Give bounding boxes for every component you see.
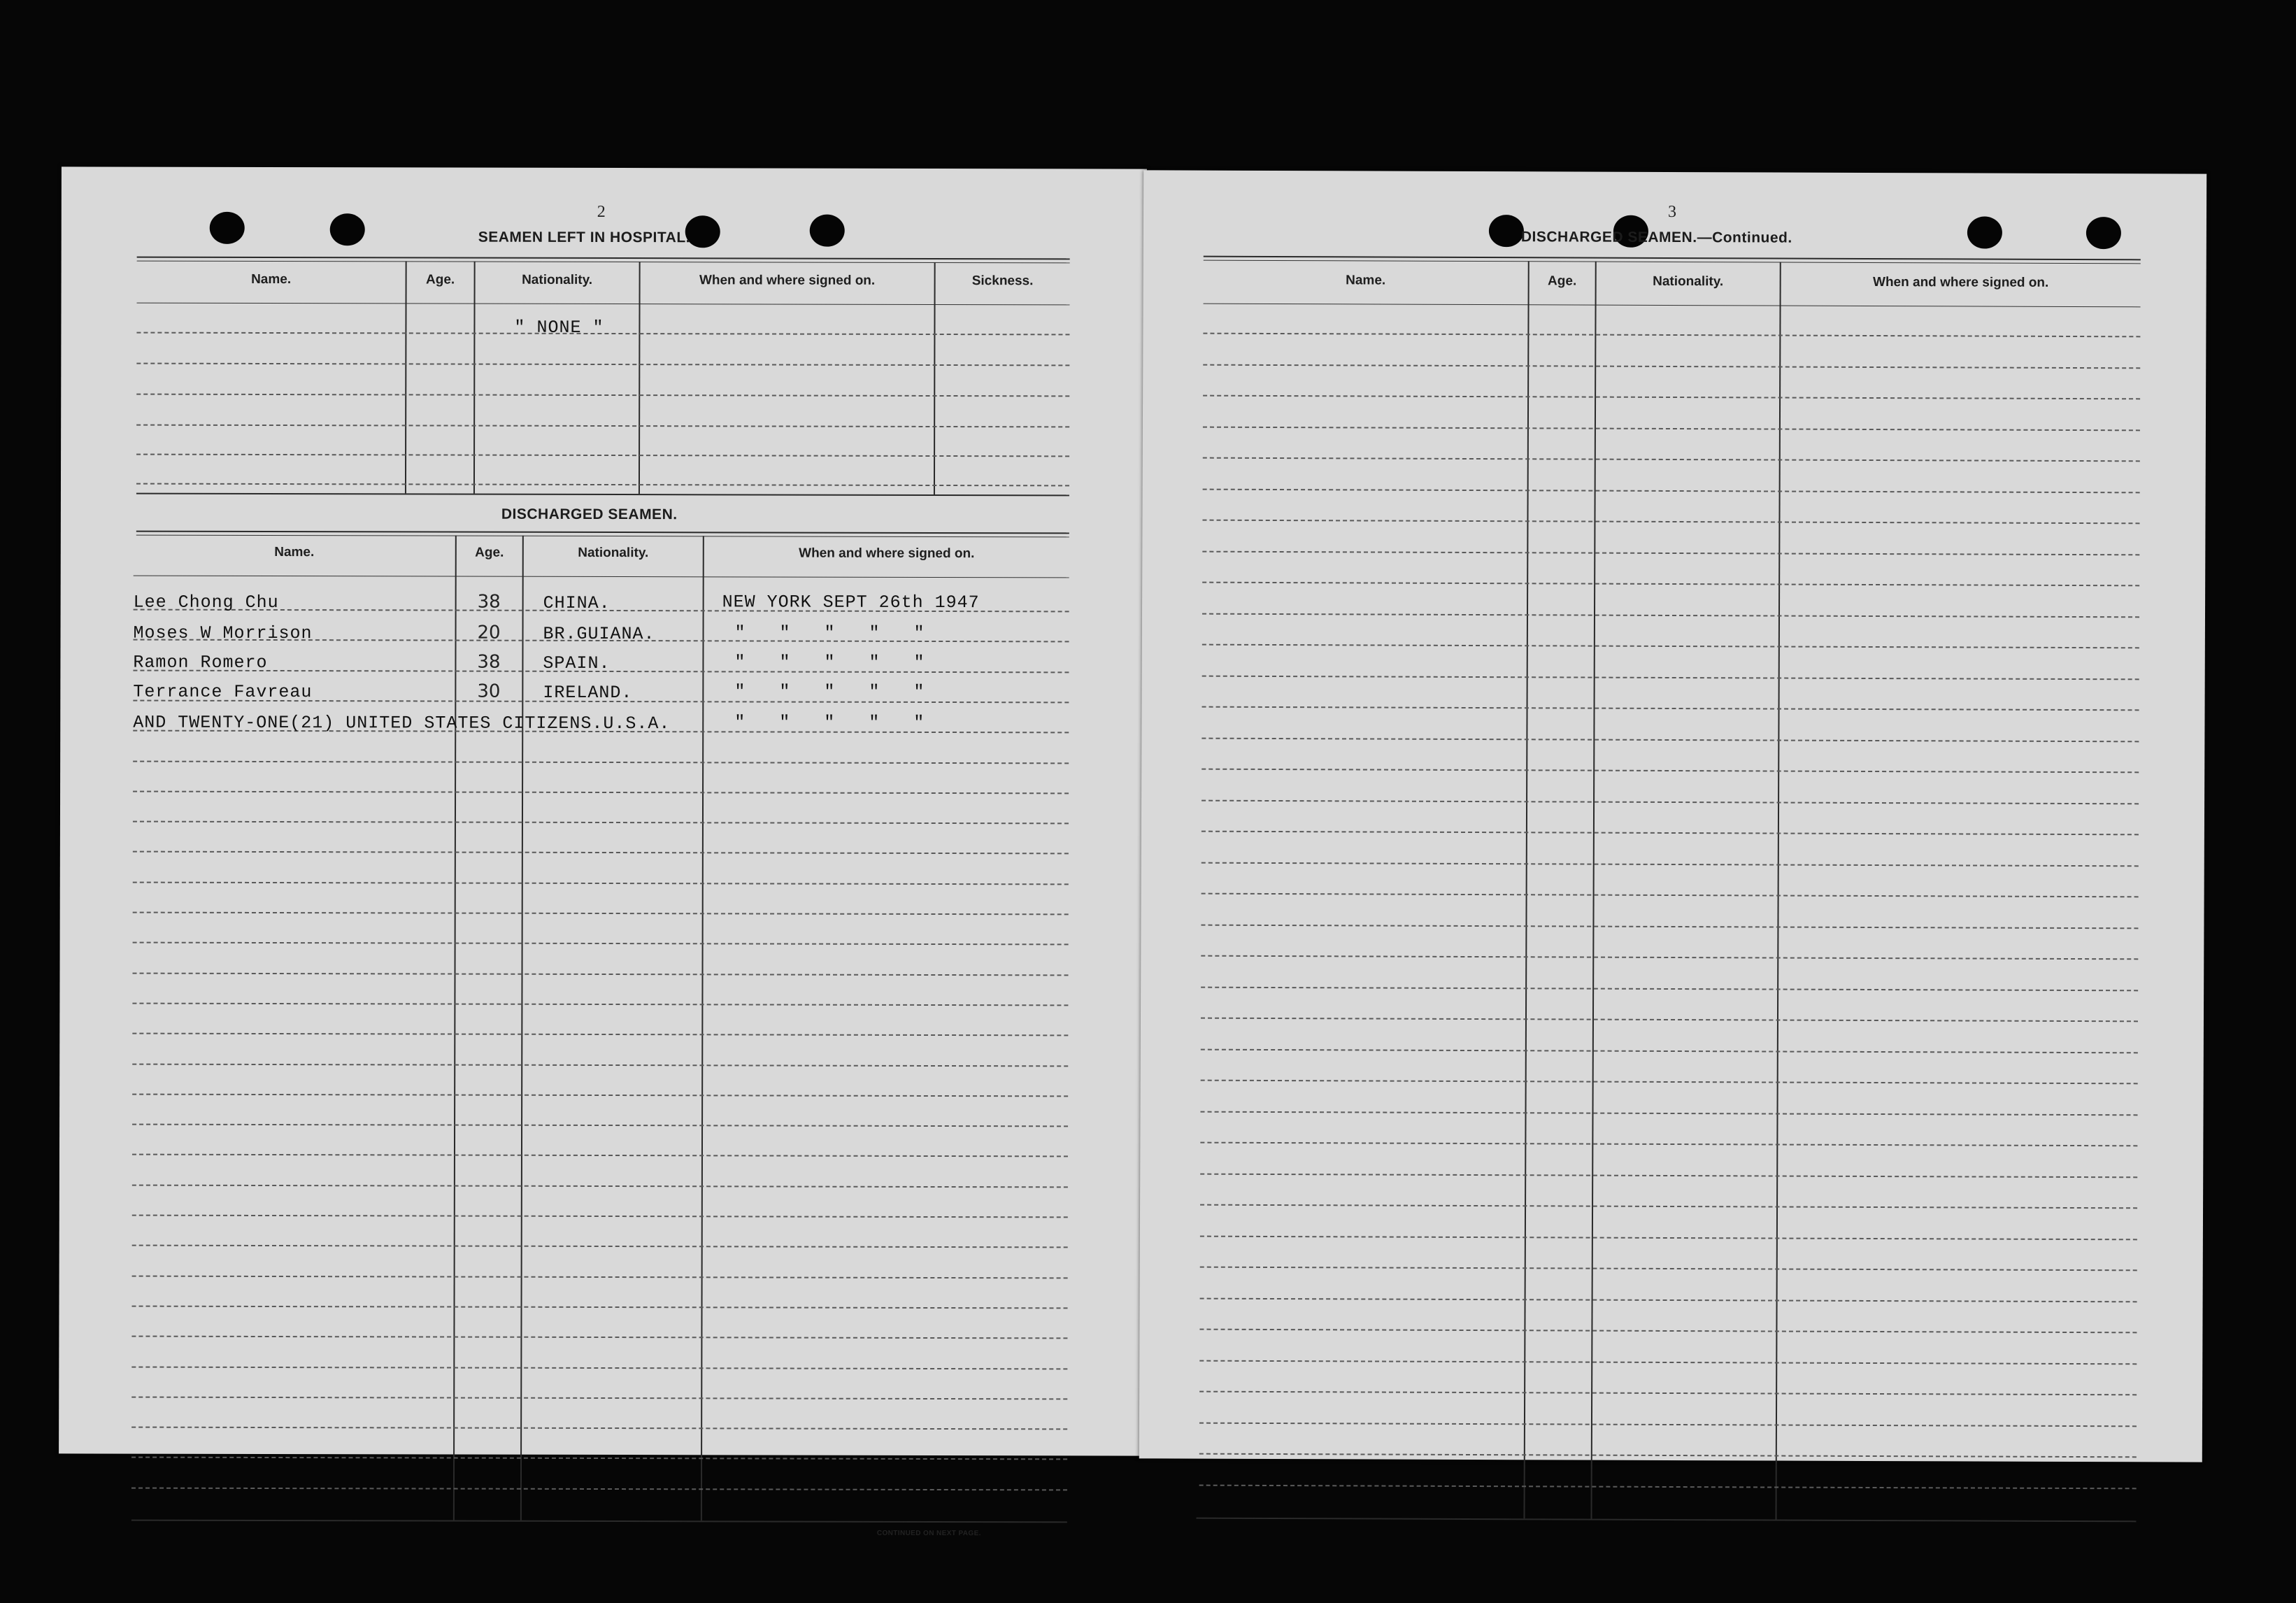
table-rule (1204, 260, 2141, 264)
ruled-line (136, 454, 1069, 457)
seaman-age: 30 (477, 681, 501, 702)
punch-hole (210, 212, 245, 244)
ruled-line (1201, 986, 2138, 991)
seaman-name: Moses W Morrison (133, 622, 313, 644)
ruled-line (1199, 1360, 2137, 1365)
ruled-line (132, 1033, 1068, 1036)
ruled-line (132, 1124, 1068, 1127)
punch-hole (2086, 217, 2121, 249)
ruled-line (1201, 1018, 2138, 1023)
punch-hole (685, 215, 720, 248)
punch-hole (330, 213, 365, 245)
seaman-age: 20 (477, 622, 501, 643)
page-number: 2 (597, 202, 606, 222)
ruled-line (133, 912, 1069, 916)
ruled-line (1202, 737, 2139, 742)
table-rule (1196, 1518, 2136, 1523)
ruled-line (131, 1457, 1067, 1460)
ruled-line (1202, 831, 2139, 836)
column-header-sickness: Sickness. (971, 273, 1034, 289)
column-divider (405, 261, 407, 493)
ruled-line (1199, 1391, 2137, 1396)
right-page (1139, 170, 2206, 1462)
seaman-nationality: SPAIN. (543, 653, 611, 674)
table-rule (1204, 256, 2141, 261)
summary-signed-on: " " " " " (734, 712, 925, 733)
ruled-line (1200, 1235, 2137, 1240)
table-rule (137, 257, 1070, 260)
ruled-line (1200, 1142, 2137, 1147)
table-rule (137, 303, 1070, 306)
punch-hole (1967, 216, 2002, 248)
column-header-name: Name. (1346, 273, 1386, 288)
seaman-signed-on: " " " " " (734, 652, 925, 673)
ruled-line (136, 394, 1069, 397)
ruled-line (132, 1305, 1068, 1309)
column-header-signed-on: When and where signed on. (799, 546, 975, 562)
seaman-signed-on: " " " " " (734, 622, 925, 643)
punch-hole (810, 215, 845, 247)
ruled-line (1202, 520, 2139, 525)
ruled-line (136, 363, 1069, 366)
ruled-line (132, 1093, 1068, 1097)
column-divider (453, 536, 457, 1520)
seaman-nationality: IRELAND. (543, 682, 633, 704)
ruled-line (132, 1184, 1068, 1188)
punch-hole (1489, 215, 1524, 247)
ruled-line (1201, 924, 2138, 929)
ruled-line (1200, 1267, 2137, 1271)
ruled-line (1200, 1204, 2137, 1209)
ruled-line (1199, 1453, 2137, 1458)
column-header-name: Name. (251, 271, 292, 287)
ruled-line (1203, 488, 2140, 493)
table-rule (136, 493, 1069, 497)
table-rule (136, 535, 1069, 538)
ruled-line (1202, 893, 2139, 898)
column-divider (639, 262, 641, 494)
page-number: 3 (1667, 202, 1677, 222)
ruled-line (132, 1154, 1068, 1157)
ruled-line (136, 425, 1069, 428)
column-header-nationality: Nationality. (522, 272, 593, 287)
ruled-line (132, 1275, 1068, 1278)
ruled-line (132, 1245, 1068, 1248)
ruled-line (133, 972, 1069, 976)
discharged-continued-title (1521, 229, 1792, 246)
ruled-line (1201, 1080, 2138, 1085)
ruled-line (1200, 1297, 2137, 1302)
table-rule (136, 531, 1069, 534)
column-header-name: Name. (274, 545, 315, 560)
ruled-line (1203, 364, 2140, 369)
column-divider (473, 262, 476, 494)
ruled-line (1202, 550, 2139, 555)
seaman-age: 38 (477, 591, 501, 613)
seaman-signed-on: " " " " " (734, 681, 925, 702)
table-rule (1204, 304, 2141, 308)
ruled-line (131, 1396, 1067, 1399)
column-header-nationality: Nationality. (578, 545, 649, 561)
ruled-line (1202, 675, 2139, 680)
seaman-name: Lee Chong Chu (133, 592, 279, 613)
ruled-line (1201, 955, 2138, 960)
ruled-line (1202, 644, 2139, 649)
ruled-line (133, 821, 1069, 825)
column-header-nationality: Nationality. (1653, 273, 1724, 290)
ruled-line (1202, 769, 2139, 774)
column-header-age: Age. (1548, 273, 1577, 289)
seaman-signed-on: NEW YORK SEPT 26th 1947 (722, 592, 980, 613)
seaman-name: Terrance Favreau (133, 681, 313, 703)
column-header-age: Age. (475, 545, 504, 560)
ruled-line (1202, 799, 2139, 804)
ruled-line (1203, 426, 2140, 431)
ruled-line (132, 1215, 1068, 1218)
ruled-line (1199, 1329, 2137, 1334)
seaman-name: Ramon Romero (133, 652, 268, 673)
ruled-line (131, 1427, 1067, 1430)
ruled-line (1202, 706, 2139, 711)
left-page (59, 166, 1147, 1538)
ruled-line (131, 1336, 1067, 1339)
table-rule (131, 1520, 1067, 1523)
seaman-age: 38 (477, 651, 501, 673)
ruled-line (1199, 1484, 2137, 1489)
ruled-line (133, 851, 1069, 855)
seaman-nationality: BR.GUIANA. (543, 623, 655, 645)
ruled-line (1202, 582, 2139, 587)
column-divider (520, 536, 524, 1520)
table-rule (134, 576, 1069, 578)
ruled-line (133, 790, 1069, 794)
ruled-line (1202, 613, 2139, 618)
ruled-line (1200, 1173, 2137, 1178)
ruled-line (133, 881, 1069, 885)
ruled-line (1203, 333, 2140, 338)
ruled-line (1203, 457, 2140, 462)
ruled-line (133, 942, 1069, 946)
ruled-line (132, 1002, 1068, 1006)
ruled-line (131, 1366, 1067, 1369)
title-main: DISCHARGED SEAMEN. (1520, 229, 1697, 246)
summary-line: AND TWENTY-ONE(21) UNITED STATES CITIZENS.U.S.A. (133, 712, 671, 734)
discharged-section-title: DISCHARGED SEAMEN. (501, 506, 678, 523)
ruled-line (136, 483, 1069, 487)
continued-note: CONTINUED ON NEXT PAGE. (876, 1529, 981, 1538)
ruled-line (1202, 862, 2139, 867)
seaman-nationality: CHINA. (543, 592, 611, 614)
column-divider (701, 536, 704, 1520)
hospital-entry: " NONE " (514, 317, 604, 339)
ruled-line (1199, 1422, 2137, 1427)
title-suffix: —Continued. (1697, 229, 1792, 246)
ruled-line (1201, 1048, 2138, 1053)
ruled-lines (1143, 170, 2206, 173)
ruled-line (132, 1063, 1068, 1067)
ruled-line (131, 1487, 1067, 1490)
hospital-section-title: SEAMEN LEFT IN HOSPITAL. (478, 229, 691, 246)
table-rule (137, 261, 1070, 264)
column-divider (934, 262, 936, 494)
ruled-line (1203, 395, 2140, 400)
ruled-line (133, 760, 1069, 764)
column-header-signed-on: When and where signed on. (699, 273, 876, 288)
ruled-line (1201, 1111, 2138, 1116)
column-header-age: Age. (425, 272, 455, 287)
ruled-lines (62, 166, 1147, 169)
column-header-signed-on: When and where signed on. (1873, 274, 2049, 290)
